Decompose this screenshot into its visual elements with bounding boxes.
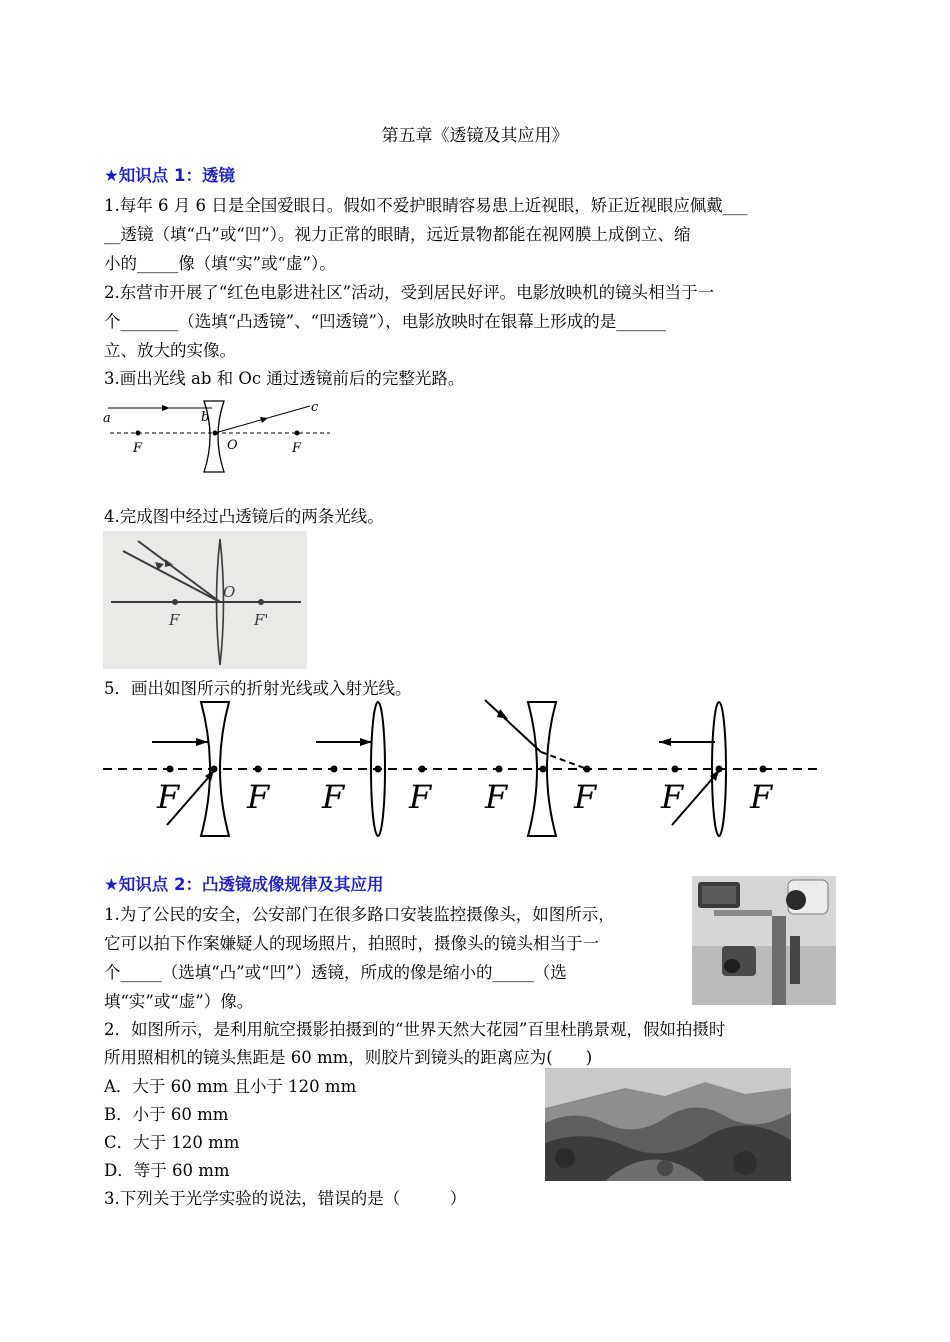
q5-f-1: F [157, 778, 180, 816]
q2-line-3: 立、放大的实像。 [104, 341, 236, 360]
option-d: D．等于 60 mm [104, 1161, 230, 1180]
q2-line-1: 2.东营市开展了“红色电影进社区”活动，受到居民好评。电影放映机的镜头相当于一 [104, 283, 715, 302]
focus-left [136, 431, 141, 436]
q5-f-8: F [750, 778, 773, 816]
label-b: b [201, 410, 210, 425]
section-1-heading: ★知识点 1：透镜 [104, 166, 236, 185]
q5-f-4: F [409, 778, 432, 816]
s2-q1-line-3: 个_____（选填“凸”或“凹”）透镜，所成的像是缩小的_____（选 [104, 963, 567, 982]
q5-f-5: F [485, 778, 508, 816]
s2-q2-line-2: 所用照相机的镜头焦距是 60 mm，则胶片到镜头的距离应为( ) [104, 1048, 593, 1067]
s2-q1-line-2: 它可以拍下作案嫌疑人的现场照片，拍照时，摄像头的镜头相当于一 [104, 934, 599, 953]
label-a: a [103, 411, 111, 426]
q5-f-3: F [322, 778, 345, 816]
q5-lenses-figure [100, 695, 824, 845]
q1-line-1: 1.每年 6 月 6 日是全国爱眼日。假如不爱护眼睛容易患上近视眼，矫正近视眼应佩戴___ [104, 196, 748, 215]
q4-text: 4.完成图中经过凸透镜后的两条光线。 [104, 507, 384, 526]
optical-center [213, 431, 218, 436]
q3-text: 3.画出光线 ab 和 Oc 通过透镜前后的完整光路。 [104, 369, 465, 388]
surveillance-camera-photo [692, 876, 836, 1005]
s2-q1-line-4: 填“实”或“虚”）像。 [104, 992, 254, 1011]
label-o: O [227, 438, 238, 453]
label-f: F [169, 611, 180, 629]
azalea-landscape-photo [545, 1068, 791, 1181]
focus-left [172, 599, 178, 605]
q5-f-7: F [661, 778, 684, 816]
q2-line-2: 个_______（选填“凸透镜”、“凹透镜”），电影放映时在银幕上形成的是______ [104, 312, 666, 331]
s2-q2-line-1: 2．如图所示，是利用航空摄影拍摄到的“世界天然大花园”百里杜鹃景观，假如拍摄时 [104, 1020, 726, 1039]
option-c: C．大于 120 mm [104, 1133, 240, 1152]
option-a: A．大于 60 mm 且小于 120 mm [104, 1077, 357, 1096]
q5-f-2: F [247, 778, 270, 816]
label-c: c [311, 400, 319, 415]
label-f1: F [133, 441, 143, 456]
q5-text: 5．画出如图所示的折射光线或入射光线。 [104, 679, 412, 698]
option-b: B．小于 60 mm [104, 1105, 229, 1124]
focus-right [295, 431, 300, 436]
label-f-prime: F' [254, 611, 269, 629]
q1-line-3: 小的_____像（填“实”或“虚”）。 [104, 254, 336, 273]
s2-q1-line-1: 1.为了公民的安全，公安部门在很多路口安装监控摄像头，如图所示， [104, 905, 615, 924]
section-2-heading: ★知识点 2：凸透镜成像规律及其应用 [104, 875, 384, 894]
q4-convex-lens-figure [103, 531, 307, 669]
q5-f-6: F [574, 778, 597, 816]
s2-q3-text: 3.下列关于光学实验的说法，错误的是（ ） [104, 1189, 467, 1208]
label-o: O [223, 583, 236, 601]
q1-line-2: __透镜（填“凸”或“凹”）。视力正常的眼睛，远近景物都能在视网膜上成倒立、缩 [104, 225, 691, 244]
focus-right [258, 599, 264, 605]
q3-concave-lens-figure [100, 396, 340, 480]
label-f2: F [292, 441, 302, 456]
page-title: 第五章《透镜及其应用》 [381, 126, 569, 146]
